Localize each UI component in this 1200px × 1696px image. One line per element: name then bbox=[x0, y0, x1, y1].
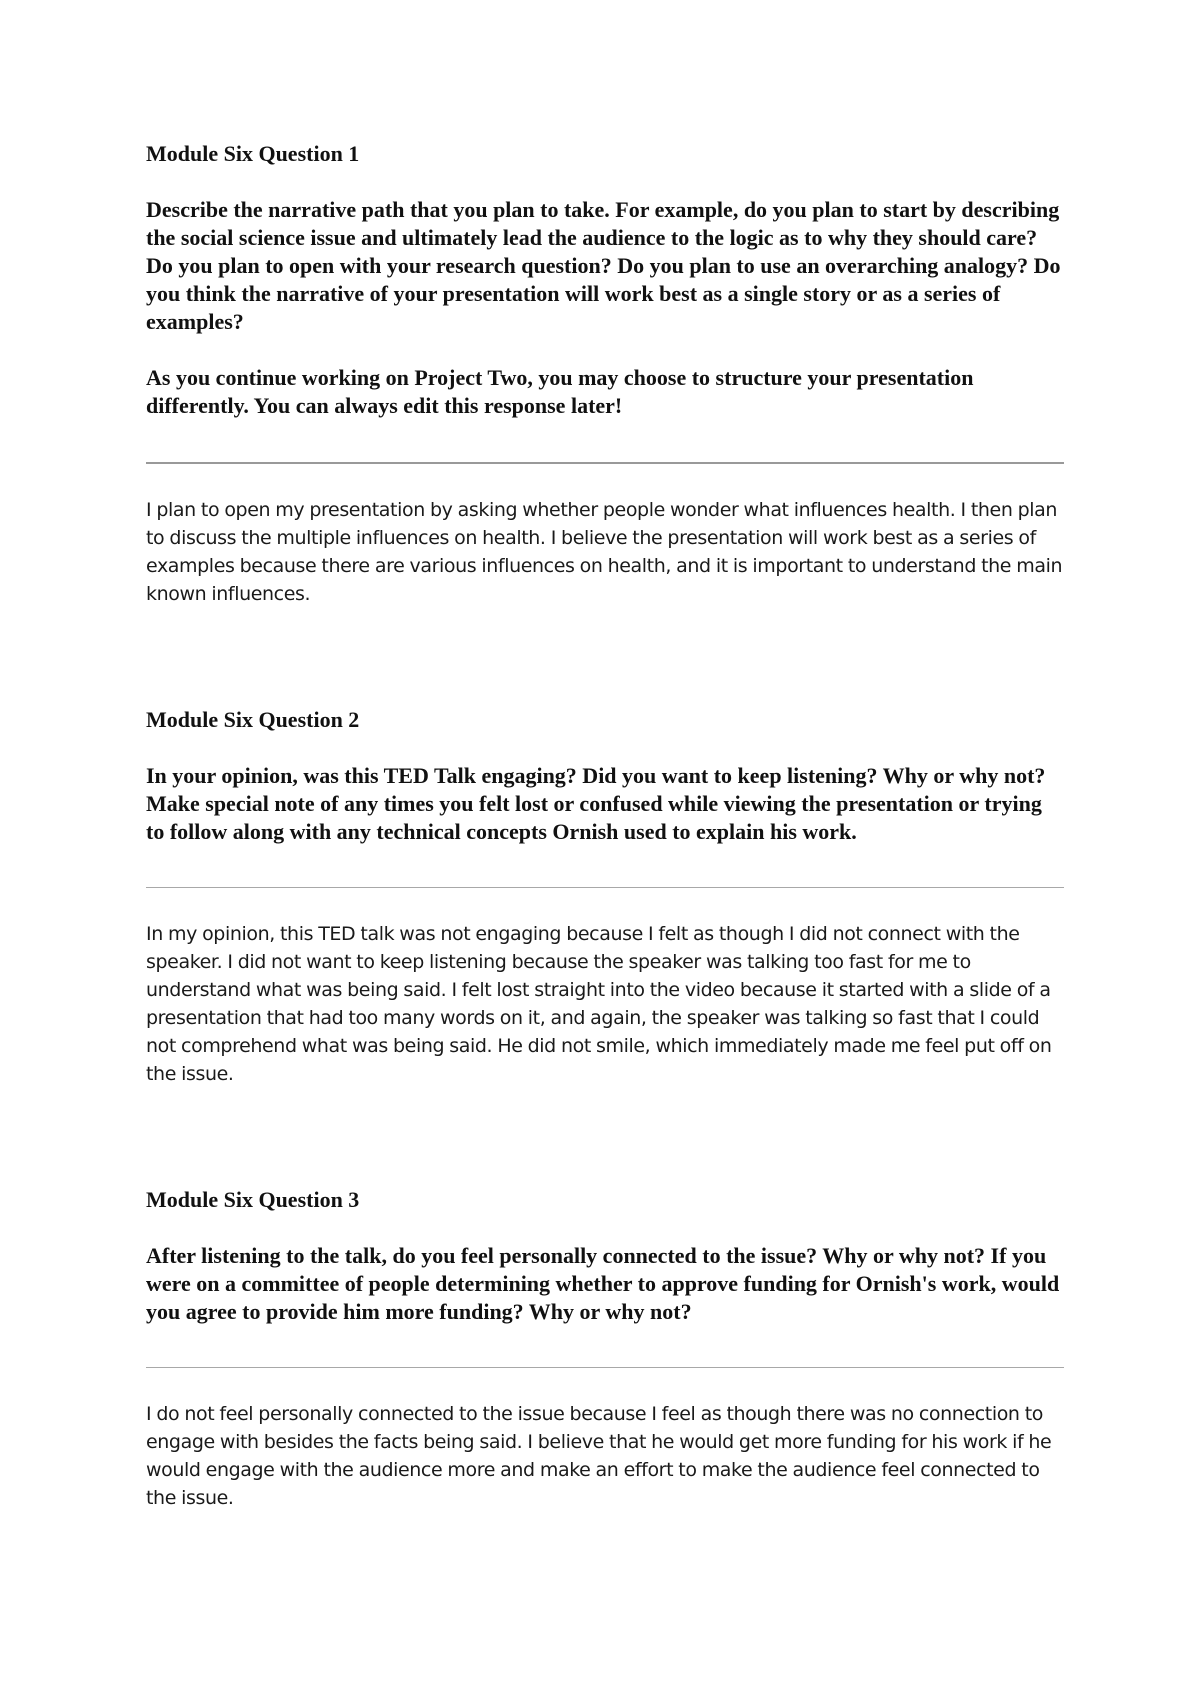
section-divider bbox=[146, 887, 1064, 888]
answer-text: I plan to open my presentation by asking whether people wonder what influences health. I then plan to discuss the multiple influences on health. I believe the presentation will work best as a series of examples because there are various influences on health, and it is important to understand the main known influences. bbox=[146, 499, 1063, 605]
question-prompt: In your opinion, was this TED Talk engaging? Did you want to keep listening? Why or why not? Make special note of any times you felt lost or confused while viewing the presentation or trying to follow along with any technical concepts Ornish used to explain his work. bbox=[146, 763, 1046, 844]
question-section-2 bbox=[146, 706, 1064, 1088]
section-divider bbox=[146, 1367, 1064, 1368]
question-heading: Module Six Question 2 bbox=[146, 707, 360, 732]
question-prompt: Describe the narrative path that you plan to take. For example, do you plan to start by describing the social science issue and ultimately lead the audience to the logic as to why they should care? Do you plan to open with your research question? Do you plan to use an overarching analogy? Do you think the narrative of your presentation will work best as a single story or as a series of examples? bbox=[146, 197, 1061, 334]
answer-text: In my opinion, this TED talk was not engaging because I felt as though I did not connect with the speaker. I did not want to keep listening because the speaker was talking too fast for me to understand what was being said. I felt lost straight into the video because it started with a slide of a presentation that had too many words on it, and again, the speaker was talking so fast that I could not comprehend what was being said. He did not smile, which immediately made me feel put off on the issue. bbox=[146, 923, 1052, 1085]
answer-text: I do not feel personally connected to the issue because I feel as though there was no connection to engage with besides the facts being said. I believe that he would get more funding for his work if he would engage with the audience more and make an effort to make the audience feel connected to the issue. bbox=[146, 1403, 1052, 1509]
question-heading: Module Six Question 3 bbox=[146, 1187, 360, 1212]
question-section-1 bbox=[146, 140, 1064, 608]
section-divider bbox=[146, 462, 1064, 464]
document-page bbox=[146, 140, 1064, 1512]
question-section-3 bbox=[146, 1186, 1064, 1512]
question-heading: Module Six Question 1 bbox=[146, 141, 360, 166]
question-prompt-note: As you continue working on Project Two, you may choose to structure your presentation differently. You can always edit this response later! bbox=[146, 365, 974, 418]
question-prompt: After listening to the talk, do you feel personally connected to the issue? Why or why not? If you were on a committee of people determining whether to approve funding for Ornish's work, would you agree to provide him more funding? Why or why not? bbox=[146, 1243, 1060, 1324]
